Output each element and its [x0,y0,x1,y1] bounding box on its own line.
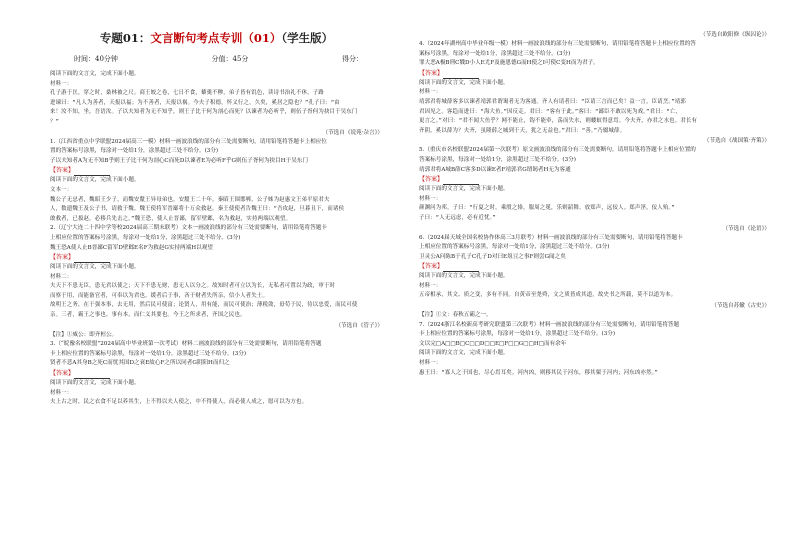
exam-meta [50,54,383,64]
question-line: 阅读下面的文言文，完成下面小题。 [50,380,140,387]
question-line: 文以完□A□□B□C□□D□□E□F□□G□□H□而有余年 [419,340,567,347]
time-label: 时间：40分钟 [74,55,118,63]
question-line: 7.（2024浙江名校新高考研究联盟第三次联考）材料一画波浪线的部分有三处需要断句，请用铅笔将答题 [419,321,680,328]
question-line: 2.（辽宁大连二十四中学等校2024届高三期末联考）文本一画波浪线的部分有三处需要断句，请用铅笔将答题卡 [50,225,327,232]
passage-line: 孔子游于匡，穿之时，桑林被之尺。商王皎之卷，七日不食，藜羹不糁，弟子皆有饥色，读诗书治礼不休。子路 [50,90,324,97]
passage-line: 材料一： [419,195,442,202]
passage-line: ？” [50,118,60,125]
passage-line: 而察于用，而能备官者，可奉以为君也。缓者后于事，吝于财者失所亲，信小人者失士。 [50,292,269,299]
score-label: 分值：45分 [211,55,249,63]
question-line: 子以夫知者A为无不知B乎则王子比干何为剖心C而死D以谏者E为必听F乎G则伍子胥何为抉目H于吴东门 [50,157,308,164]
right-page [397,0,794,560]
answer-label: 【答案】 [50,253,383,263]
question-line: 【注】①威公：即齐桓公。 [50,331,118,338]
question-line: 置的答案标号涂黑，每涂对一处给1分，涂黑超过三处不给分。(3分) [50,148,219,155]
answer-label: 【答案】 [419,262,770,272]
question-line: 阅读下面的文言文，完成下面小题。 [50,177,140,184]
passage-line: 齐阴，奚以薛为？夫齐，虽隆薛之城到于天，犹之无益也。”君曰：“善。”乃辍城薛。 [419,127,626,134]
passage-line: 五帝相承，其文、质之变，多有不同。自黄帝至尧舜，文之质皆成其道，故史书之所载，莫不以道为本。 [419,292,677,299]
question-line: 阅读下面的文言文，完成下面小题。 [419,273,509,280]
question-line: 4.（2024年湖州高中毕业年级一模）材料一画波浪线的部分有三处需要断句，请用铅笔将答题卡上相应位置的答 [419,41,696,47]
passage-line: 材料一： [50,80,73,87]
question-line: 5.（重庆市名校联盟2024届第一次联考）原文画波浪线的部分有三处需要断句，请用铅笔将答题卡上相应位置的 [419,147,696,154]
question-line: 阅读下面的文言文，完成下面小题。 [50,71,140,77]
question-line: 阅读下面的文言文，完成下面小题。 [419,350,509,357]
passage-line: 故明王之务，在于强本事，去无用，然后民可使富；论贤人，用有能，而民可使治；薄税敛，毋苟于民，待以忠爱，而民可使 [50,302,358,309]
title-prefix: 专题01： [99,31,151,45]
passage-line: 子曰：“人无远虑，必有近忧。” [419,214,496,221]
passage-line: 夫天下不患无臣，患无君以使之；天下不患无财，患无人以分之。故知时者可立以为长，无私者可置以为政，审于时 [50,283,336,290]
left-body [50,70,383,408]
title-suffix: （学生版） [281,31,334,45]
question-line: 3.（“皖豫名校联盟”2024届高中毕业班第一次考试）材料二画波浪线的部分有三处需要断句，请用铅笔将答题 [50,341,322,348]
passage-line: 夫上古之时，民之衣食不足以养其生，上不得以夫人使之，中不得使人，而必使人成之，愿可以为方也。 [50,399,308,406]
passage-line: 材料一： [419,360,442,367]
question-line: 答案标号涂黑，每涂对一处给1分，涂黑超过三处不给分。(3分) [419,156,576,163]
passage-line: 人，数遗魏王及公子书，请救于魏。魏王使将军晋鄙将十万众救赵。秦王使使者告魏王曰：“吾攻赵，旦暮且下，而诸侯 [50,206,345,213]
answer-label: 【答案】 [419,69,770,79]
page-title [50,30,383,46]
passage-line: 魏公子无忌者，魏昭王少子，而魏安釐王异母弟也。安釐王二十年，秦昭王围邯郸，公子姊为赵惠文王弟平原君夫 [50,196,330,203]
question-line: 1.（江西省重点中学联盟2024届高三一模）材料一画波浪线的部分有三处需要断句，请用铅笔将答题卡上相应位 [50,138,327,145]
passage-line: 颜渊问为邦。子曰：“行夏之时，乘殷之辂，服周之冕，乐则韶舞。放郑声，远佞人。郑声淫，佞人殆。” [419,205,675,212]
question-line: 魏王恐A使人止B晋鄙C留军D壁邺E名F为救赵G实持两端H以观望 [50,244,213,251]
question-line: 卫灵公A问陈B于孔子C孔子D对曰E俎豆之事F则尝G闻之矣 [419,253,566,260]
source-note: （节选自《说苑·杂言》） [322,129,383,136]
question-line: 上相应位置的答案标号涂黑，每涂对一处给1分，涂黑超过三处不给分。(3分) [50,234,241,241]
passage-line: 材料一： [419,89,442,96]
passage-line: 惠王曰：“寡人之于国也，尽心焉耳矣。河内凶，则移其民于河东，移其粟于河内；河东凶亦然。” [419,369,658,376]
question-line: 罪大恶A极B刑C戮D小人E尤F及施恩德G而H使之I可使C变H而为君子。 [419,60,599,67]
passage-line: 材料一： [50,389,73,396]
question-line: 上相应位置的答案标号涂黑，每涂对一处给1分，涂黑超过三处不给分。(3分) [419,244,610,251]
title-main: 文言断句考点专训（01） [150,31,282,45]
source-note: （节选自苏辙《古史》） [711,303,770,310]
passage-line: 君因见之。客趋而进曰：“海大鱼。”因反走。君曰：“客有于此。”客曰：“鄙臣不敢以死为戏。”君曰：“亡， [419,108,682,115]
passage-line: 敢救者，已拔赵，必移兵先击之。”魏王恐，使人止晋鄙，留军壁邺，名为救赵，实持两端以观望。 [50,215,292,222]
question-line: 案标号涂黑，每涂对一处给1分，涂黑超过三处不给分。(3分) [419,50,571,57]
question-line: 卡上相应位置的答案标号涂黑，每涂对一处给1分，涂黑超过三处不给分。(3分) [50,350,247,357]
answer-label: 【答案】 [50,369,383,379]
answer-label: 【答案】 [419,175,770,185]
passage-line: 材料一： [419,282,442,289]
question-line: 贤者不悲A其身B之死C而忧其国D之衰E故心F之所以同者G阴阳H而归之 [50,360,230,367]
question-line: 【注】①文：春秋五霸之一。 [419,312,492,319]
question-line: 卡上相应位置的答案标号涂黑，每涂对一处给1分，涂黑超过三处不给分。(3分) [419,331,616,338]
question-line: 靖郭君将A城B薛C客多D以谏E者F靖郭君G谓谒者H无为客通 [419,166,571,173]
source-note: （节选自欧阳修《纵囚论》） [700,32,770,38]
passage-line: 更言之。”对曰：“君不闻大鱼乎？网不能止，钩不能牵，荡而失水，则蝼蚁得意焉。今夫齐，亦君之水也。君长有 [419,118,698,125]
got-label: 得分： [342,55,363,63]
source-note: （节选自《战国策·齐策》） [703,138,770,145]
answer-label: 【答案】 [50,166,383,176]
question-line: 6.（2024届天域全国名校协作体高三3月联考）材料一画波浪线的部分有三处需要断句，请用铅笔将答题卡 [419,234,683,241]
right-body [419,30,770,378]
passage-line: 进谏曰：“凡人为善者，天报以福；为不善者，天报以祸。今夫子积德，怀义行之，久矣，奚居之隐也？”孔子曰：“由 [50,99,340,106]
question-line: 阅读下面的文言文，完成下面小题。 [419,79,509,86]
source-note: （节选自《论语》） [722,225,770,232]
passage-line: 亲。三者，霸王之事也。事有本，而仁义其要也。今王之所求者，齐国之民也。 [50,312,246,319]
source-note: （节选自《管子》） [335,322,383,329]
question-line: 阅读下面的文言文，完成下面小题。 [419,186,509,193]
question-line: 阅读下面的文言文，完成下面小题。 [50,264,140,271]
passage-line: 靖郭君将城薛客多以谏者靖郭君谓谒者无为客通。齐人有请者曰：“臣请三言而已矣！益一言，臣请烹。”靖郭 [419,98,686,105]
passage-line: 材料二： [50,273,73,280]
passage-line: 来！汝不知，坐，吾语汝。子以夫知者为无不知乎，则王子比干何为剖心而死？以谏者为必听乎，则伍子胥何为抉目于吴东门 [50,109,358,116]
passage-line: 文本一： [50,186,73,193]
